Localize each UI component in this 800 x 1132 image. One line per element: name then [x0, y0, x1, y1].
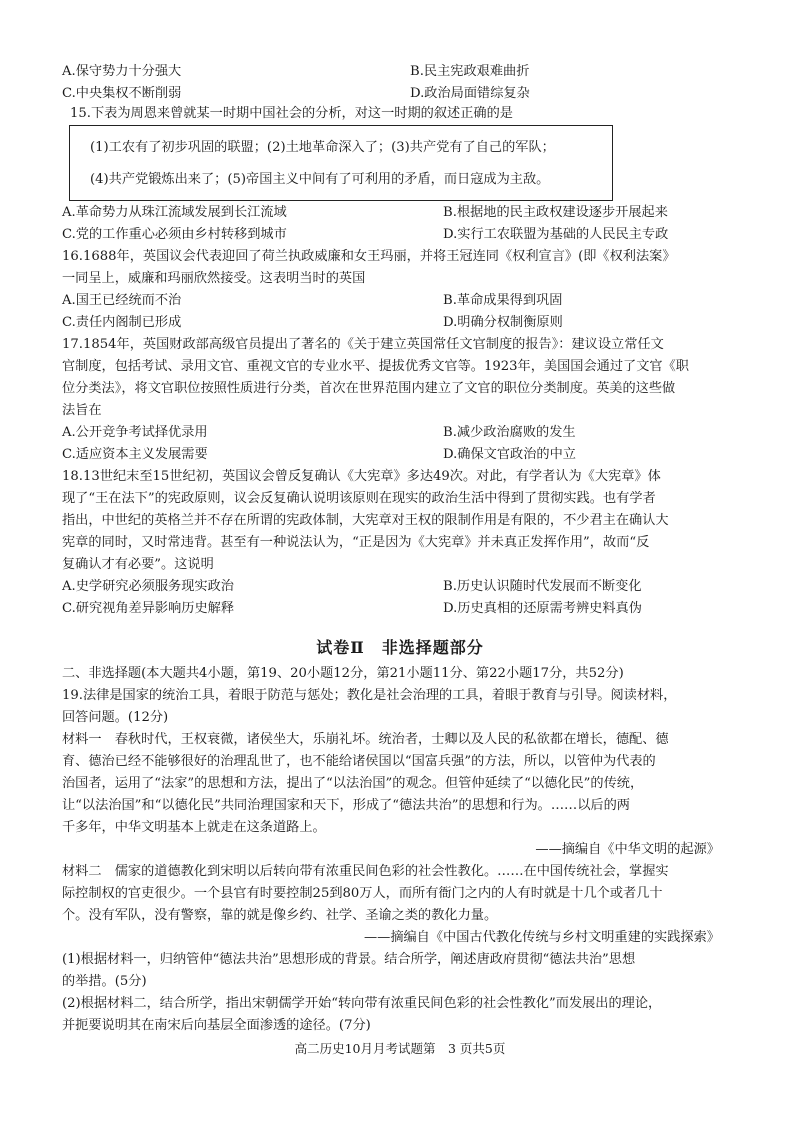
q18-stem-line: 现了“王在法下”的宪政原则，议会反复确认说明该原则在现实的政治生活中得到了贯彻实践。也有学者 — [62, 491, 656, 506]
q17-option-c: C.适应资本主义发展需要 — [62, 447, 208, 462]
q14-option-d: D.政治局面错综复杂 — [410, 86, 530, 101]
material1-line: 千多年，中华文明基本上就走在这条道路上。 — [62, 820, 326, 835]
material2-line: 际控制权的官吏很少。一个县官有时要控制25到80万人，而所有衙门之内的人有时就是十几个或者几十 — [62, 886, 663, 901]
q18-stem-line: 18.13世纪末至15世纪初，英国议会曾反复确认《大宪章》多达49次。对此，有学者认为《大宪章》体 — [62, 469, 661, 484]
q16-option-c: C.责任内阁制已形成 — [62, 315, 182, 330]
q17-stem-line: 法旨在 — [62, 403, 102, 418]
q16-stem-line: 一同呈上，威廉和玛丽欣然接受。这表明当时的英国 — [62, 271, 366, 286]
material1-line: 育、德治已经不能够很好的治理乱世了，也不能给诸侯国以“国富兵强”的方法，所以，以管仲为代表的 — [62, 754, 656, 769]
material2-source: ——摘编自《中国古代教化传统与乡村文明重建的实践探索》 — [363, 930, 720, 945]
subquestion-2-line: (2)根据材料二，结合所学，指出宋朝儒学开始“转向带有浓重民间色彩的社会性教化”而发展出的理论， — [62, 996, 662, 1011]
q17-option-a: A.公开竞争考试择优录用 — [62, 425, 208, 440]
q16-option-a: A.国王已经统而不治 — [62, 293, 182, 308]
q15-stem: 15.下表为周恩来曾就某一时期中国社会的分析，对这一时期的叙述正确的是 — [70, 106, 513, 121]
q15-box-line: (1)工农有了初步巩固的联盟；(2)土地革命深入了；(3)共产党有了自己的军队； — [90, 140, 555, 155]
q16-stem-line: 16.1688年，英国议会代表迎回了荷兰执政威廉和女王玛丽，并将王冠连同《权利宣言》(即《权利法案》 — [62, 249, 676, 264]
material2-line: 材料二 儒家的道德教化到宋明以后转向带有浓重民间色彩的社会性教化。……在中国传统社会，掌握实 — [62, 864, 669, 879]
q15-option-b: B.根据地的民主政权建设逐步开展起来 — [443, 205, 668, 220]
q14-option-c: C.中央集权不断削弱 — [62, 86, 182, 101]
q17-option-b: B.减少政治腐败的发生 — [443, 425, 576, 440]
q18-option-b: B.历史认识随时代发展而不断变化 — [443, 579, 642, 594]
material1-line: 材料一 春秋时代，王权衰微，诸侯坐大，乐崩礼坏。统治者，士卿以及人民的私欲都在增长，德配、德 — [62, 732, 669, 747]
q17-stem-line: 官制度，包括考试、录用文官、重视文官的专业水平、提拔优秀文官等。1923年，美国国会通过了文官《职 — [62, 359, 689, 374]
q14-option-a: A.保守势力十分强大 — [62, 64, 182, 79]
material1-line: 治国者，运用了“法家”的思想和方法，提出了“以法治国”的观念。但管仲延续了“以德化民”的传统， — [62, 776, 644, 791]
q18-option-c: C.研究视角差异影响历史解释 — [62, 601, 235, 616]
q17-stem-line: 17.1854年，英国财政部高级官员提出了著名的《关于建立英国常任文官制度的报告》：建议设立常任文 — [62, 337, 664, 352]
subquestion-1-line: 的举措。(5分) — [62, 974, 147, 989]
material2-line: 个。没有军队，没有警察，靠的就是像乡约、社学、圣谕之类的教化力量。 — [62, 908, 498, 923]
material1-source: ——摘编自《中华文明的起源》 — [535, 842, 720, 857]
page-footer: 高二历史10月月考试题第 3 页共5页 — [294, 1041, 506, 1056]
material1-line: 让“以法治国”和“以德化民”共同治理国家和天下，形成了“德法共治”的思想和行为。……以后的两 — [62, 798, 630, 813]
q18-option-a: A.史学研究必须服务现实政治 — [62, 579, 234, 594]
section-title: 试卷Ⅱ 非选择题部分 — [316, 638, 484, 657]
q18-stem-line: 指出，中世纪的英格兰并不存在所谓的宪政体制，大宪章对王权的限制作用是有限的，不少君主在确认大 — [62, 513, 669, 528]
q16-option-b: B.革命成果得到巩固 — [443, 293, 563, 308]
q15-quote-box — [69, 125, 613, 201]
q17-stem-line: 位分类法》，将文官职位按照性质进行分类，首次在世界范围内建立了文官的职位分类制度。英美的这些做 — [62, 381, 676, 396]
q14-option-b: B.民主宪政艰难曲折 — [410, 64, 530, 79]
q18-option-d: D.历史真相的还原需考辨史料真伪 — [443, 601, 642, 616]
subquestion-2-line: 并扼要说明其在南宋后向基层全面渗透的途径。(7分) — [62, 1018, 371, 1033]
part2-heading: 二、非选择题(本大题共4小题，第19、20小题12分，第21小题11分、第22小题17分，共52分) — [62, 666, 624, 681]
q19-stem-line: 19.法律是国家的统治工具，着眼于防范与惩处；教化是社会治理的工具，着眼于教育与引导。阅读材料， — [62, 688, 677, 703]
subquestion-1-line: (1)根据材料一，归纳管仲“德法共治”思想形成的背景。结合所学，阐述唐政府贯彻“德法共治”思想 — [62, 952, 636, 967]
q18-stem-line: 复确认才有必要”。这说明 — [62, 557, 214, 572]
q16-option-d: D.明确分权制衡原则 — [443, 315, 563, 330]
q15-option-d: D.实行工农联盟为基础的人民民主专政 — [443, 227, 669, 242]
q19-stem-line: 回答问题。(12分) — [62, 710, 169, 725]
q17-option-d: D.确保文官政治的中立 — [443, 447, 576, 462]
q15-option-a: A.革命势力从珠江流域发展到长江流域 — [62, 205, 287, 220]
q18-stem-line: 宪章的同时，又时常违背。甚至有一种说法认为，“正是因为《大宪章》并未真正发挥作用”，故而“反 — [62, 535, 650, 550]
q15-option-c: C.党的工作重心必须由乡村转移到城市 — [62, 227, 287, 242]
q15-box-line: (4)共产党锻炼出来了；(5)帝国主义中间有了可利用的矛盾，而日寇成为主敌。 — [90, 172, 550, 187]
